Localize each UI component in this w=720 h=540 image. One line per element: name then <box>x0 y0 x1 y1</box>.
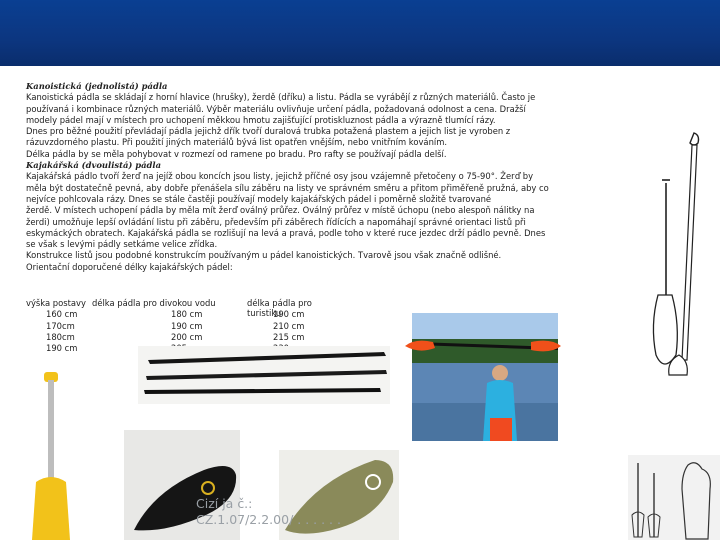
paragraph-line: Konstrukce listů jsou podobné konstrukcím používaným u pádel kanoistických. Tvarově jsou však značně odlišné. <box>26 250 502 261</box>
paragraph-line: rázuvzdorného plastu. Při použití jiných materiálů bývá list opatřen vnějším, nebo vnitřním kováním. <box>26 137 448 148</box>
table-row <box>26 332 346 343</box>
table-cell: 215 cm <box>273 331 305 342</box>
table-header: délka pádla pro turistiku <box>247 298 312 318</box>
table-cell: 190 cm <box>46 343 78 354</box>
table-header: výška postavy <box>26 298 86 308</box>
paragraph-line: Kanoistická pádla se skládají z horní hlavice (hrušky), žerdě (dříku) a listu. Pádla se vyrábějí z různých materiálů. Často je <box>26 92 536 103</box>
paragraph-line: měla být dostatečně pevná, aby dobře přenášela sílu záběru na listy ve správném směru a přitom přiměřeně pružná, aby co <box>26 182 549 193</box>
footer-line: CZ.1.07/2.2.00/ . . . . . . <box>196 512 341 527</box>
orange-paddle-blades <box>403 336 563 356</box>
paragraph-line: Kanoistická (jednolistá) pádla <box>26 81 168 91</box>
paragraph-line: eskymáckých obratech. Kajakářská pádla se rozlišují na levá a pravá, podle toho v které ruce jezdec drží pádlo pevně. Dnes <box>26 227 546 238</box>
paragraph-line: Kajakářská (dvoulistá) pádla <box>26 160 162 171</box>
paragraph-line: žerdě. V místech uchopení pádla by měla mít žerď oválný průřez. Oválný průřez v místě úchopu (nebo alespoň nálitky na <box>26 205 535 216</box>
footer-line: Cizí ja č.: <box>196 496 253 511</box>
table-cell: 210 cm <box>273 320 305 331</box>
table-cell: 170cm <box>46 320 75 331</box>
paragraph-line: Kajakářská pádlo tvoří žerď na jejíž obou koncích jsou listy, jejichž příčné osy jsou vzájemně přetočeny o 75-90°. Žerď by <box>26 171 534 182</box>
table-cell: 180 cm <box>171 309 203 320</box>
table-row <box>26 309 346 320</box>
title-band <box>0 0 720 66</box>
table-cell: 160 cm <box>46 309 78 320</box>
table-cell: 180cm <box>46 331 75 342</box>
paragraph-line: se však s levými pádly setkáme velice zřídka. <box>26 239 218 250</box>
paragraph-line: Dnes pro běžné použití převládají pádla jejichž dřík tvoří duralová trubka potažená plastem a jejich list je vyroben z <box>26 126 511 137</box>
text-content <box>26 81 566 273</box>
table-cell: 200 cm <box>171 331 203 342</box>
footer-project-code <box>196 496 341 528</box>
table-row <box>26 321 346 332</box>
canoe-paddle-drawing <box>636 125 708 380</box>
table-cell: 190 cm <box>273 309 305 320</box>
table-header: délka pádla pro divokou vodu <box>92 298 216 308</box>
paddle-size-sketch <box>628 455 720 540</box>
paragraph-line: modely pádel mají v místech pro uchopení měkkou hmotu zajišťující protiskluznost pádla a výrazně tlumící rázy. <box>26 114 496 125</box>
kayak-paddle-photo <box>412 313 558 441</box>
paragraph-line: Délka pádla by se měla pohybovat v rozmezí od ramene po bradu. Pro rafty se používají pádla delší. <box>26 148 447 159</box>
yellow-paddle <box>30 372 74 540</box>
black-paddle-shafts <box>138 346 390 404</box>
paragraph-line: Orientační doporučené délky kajakářských pádel: <box>26 261 233 272</box>
table-cell: 190 cm <box>171 320 203 331</box>
paragraph-line: používaná i kombinace různých materiálů. Výběr materiálu ovlivňuje určení pádla, požadovaná odolnost a cena. Dražší <box>26 103 526 114</box>
paragraph-line: nejvíce pohlcovala rázy. Dnes se stále častěji používají modely kajakářských pádel i poměrně složitě tvarované <box>26 193 492 204</box>
paragraph-line: žerdi) umožňuje lepší ovládání listu při záběru, především při záběrech řídících a napomáhají správné orientaci listů při <box>26 216 526 227</box>
